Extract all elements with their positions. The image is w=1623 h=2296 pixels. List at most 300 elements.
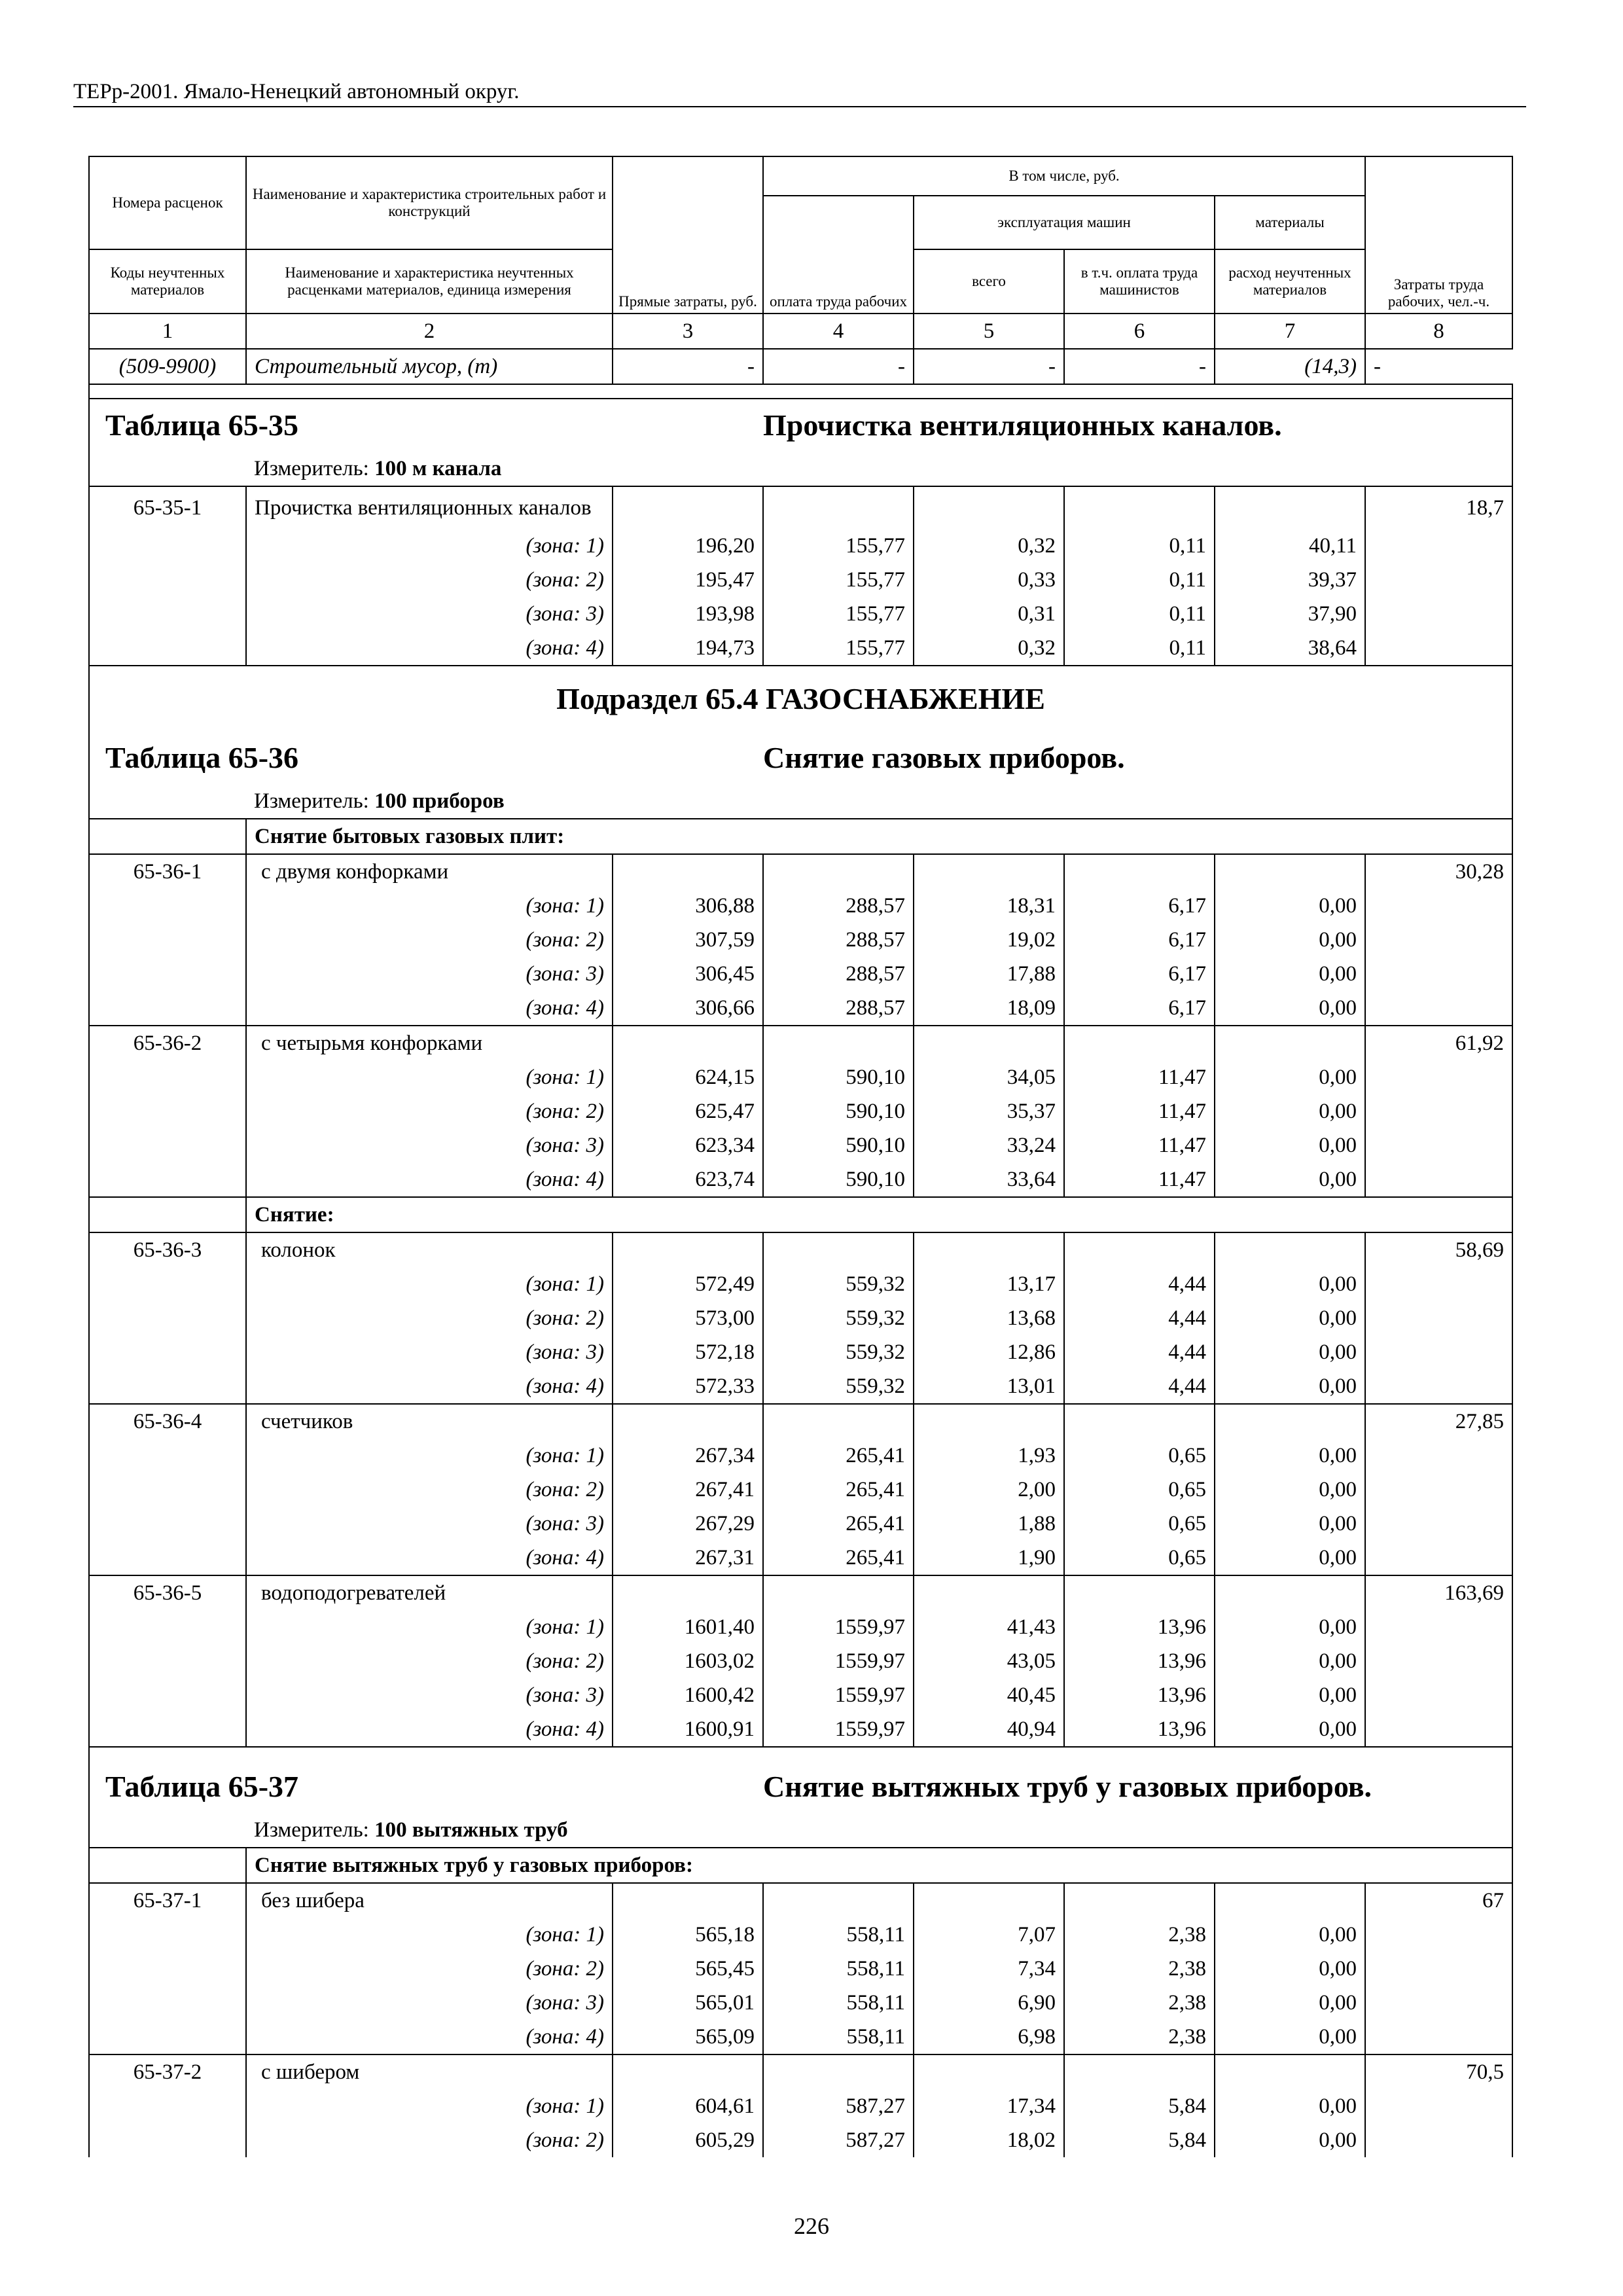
table-title: Снятие газовых приборов.: [763, 732, 1512, 784]
machine-cost: 18,31: [914, 889, 1064, 923]
empty-cell: [613, 1575, 763, 1610]
empty-cell: [89, 1952, 246, 1986]
wage-cost: 155,77: [763, 563, 914, 597]
empty-cell: [1365, 563, 1512, 597]
rate-code: 65-37-1: [89, 1883, 246, 1918]
empty-cell: [613, 1404, 763, 1439]
machinist-wage: 11,47: [1064, 1060, 1215, 1094]
direct-cost: 623,34: [613, 1128, 763, 1162]
zone-label: (зона: 1): [246, 1439, 613, 1473]
empty-cell: [613, 1883, 763, 1918]
head-materials: материалы: [1215, 196, 1365, 249]
machine-cost: 13,01: [914, 1369, 1064, 1404]
machinist-wage: 6,17: [1064, 889, 1215, 923]
empty-cell: [763, 854, 914, 889]
machine-cost: 1,90: [914, 1541, 1064, 1575]
machinist-wage: 13,96: [1064, 1712, 1215, 1747]
labor-cost: 67: [1365, 1883, 1512, 1918]
empty-cell: [1365, 1094, 1512, 1128]
zone-label: (зона: 1): [246, 889, 613, 923]
material-cost: 0,00: [1215, 1610, 1365, 1644]
empty-cell: [914, 1026, 1064, 1060]
wage-cost: 155,77: [763, 597, 914, 631]
machinist-wage: 13,96: [1064, 1644, 1215, 1678]
direct-cost: 572,49: [613, 1267, 763, 1301]
machine-cost: 6,90: [914, 1986, 1064, 2020]
machine-cost: 13,68: [914, 1301, 1064, 1335]
rate-name: с четырьмя конфорками: [246, 1026, 613, 1060]
rate-row: [89, 854, 1512, 889]
wage-cost: 558,11: [763, 1952, 914, 1986]
zone-label: (зона: 3): [246, 1128, 613, 1162]
empty-cell: [89, 1162, 246, 1197]
rate-name: счетчиков: [246, 1404, 613, 1439]
empty-cell: [1365, 2020, 1512, 2054]
empty-cell: [89, 2123, 246, 2157]
empty-cell: [763, 1404, 914, 1439]
direct-cost: 306,45: [613, 957, 763, 991]
empty-cell: [89, 957, 246, 991]
wage-cost: 265,41: [763, 1439, 914, 1473]
empty-cell: [914, 854, 1064, 889]
empty-cell: [1365, 1610, 1512, 1644]
empty-cell: [1365, 889, 1512, 923]
empty-cell: [89, 1128, 246, 1162]
rate-name: без шибера: [246, 1883, 613, 1918]
empty-cell: [1365, 1473, 1512, 1507]
material-cost: 38,64: [1215, 631, 1365, 666]
material-row: [89, 349, 1512, 384]
spacer-cell: [89, 1848, 246, 1883]
empty-cell: [1064, 1232, 1215, 1267]
empty-cell: [1365, 957, 1512, 991]
spacer-cell: [89, 384, 1512, 399]
machine-cost: 0,33: [914, 563, 1064, 597]
zone-row: [89, 1507, 1512, 1541]
empty-cell: [914, 486, 1064, 529]
direct-cost: 1600,91: [613, 1712, 763, 1747]
rate-row: [89, 1232, 1512, 1267]
empty-cell: [1215, 486, 1365, 529]
head-col3: Прямые затраты, руб.: [613, 156, 763, 314]
zone-row: [89, 889, 1512, 923]
zone-row: [89, 1301, 1512, 1335]
labor-cost: 27,85: [1365, 1404, 1512, 1439]
wage-cost: 1559,97: [763, 1678, 914, 1712]
zone-row: [89, 2089, 1512, 2123]
machinist-wage: 0,11: [1064, 563, 1215, 597]
zone-row: [89, 2020, 1512, 2054]
material-c8: -: [1365, 349, 1512, 384]
wage-cost: 288,57: [763, 957, 914, 991]
empty-cell: [89, 1986, 246, 2020]
material-c7: (14,3): [1215, 349, 1365, 384]
empty-cell: [1365, 1439, 1512, 1473]
wage-cost: 288,57: [763, 889, 914, 923]
empty-cell: [1365, 1060, 1512, 1094]
empty-cell: [1365, 1986, 1512, 2020]
empty-cell: [89, 1335, 246, 1369]
direct-cost: 572,33: [613, 1369, 763, 1404]
empty-cell: [1365, 597, 1512, 631]
zone-label: (зона: 4): [246, 991, 613, 1026]
col-number: 8: [1365, 314, 1512, 349]
empty-cell: [1365, 1644, 1512, 1678]
page-number: 226: [794, 2213, 829, 2239]
material-cost: 0,00: [1215, 923, 1365, 957]
empty-cell: [89, 1644, 246, 1678]
empty-cell: [1365, 1541, 1512, 1575]
table-title-row: [89, 399, 1512, 452]
spacer-cell: [89, 784, 246, 819]
meter-prefix: Измеритель:: [254, 1818, 369, 1842]
rate-row: [89, 1404, 1512, 1439]
empty-cell: [1215, 854, 1365, 889]
meter-row: [89, 784, 1512, 819]
zone-label: (зона: 2): [246, 1952, 613, 1986]
wage-cost: 1559,97: [763, 1712, 914, 1747]
wage-cost: 265,41: [763, 1473, 914, 1507]
empty-cell: [89, 1439, 246, 1473]
zone-label: (зона: 3): [246, 1986, 613, 2020]
direct-cost: 195,47: [613, 563, 763, 597]
wage-cost: 265,41: [763, 1541, 914, 1575]
machinist-wage: 11,47: [1064, 1094, 1215, 1128]
empty-cell: [1365, 1267, 1512, 1301]
spacer-cell: [89, 819, 246, 854]
machine-cost: 1,88: [914, 1507, 1064, 1541]
zone-row: [89, 1369, 1512, 1404]
machinist-wage: 4,44: [1064, 1369, 1215, 1404]
machine-cost: 19,02: [914, 923, 1064, 957]
material-cost: 0,00: [1215, 1507, 1365, 1541]
meter-value: 100 приборов: [374, 789, 505, 813]
machine-cost: 34,05: [914, 1060, 1064, 1094]
table-label: Таблица 65-35: [89, 399, 763, 452]
machinist-wage: 13,96: [1064, 1678, 1215, 1712]
empty-cell: [89, 1678, 246, 1712]
direct-cost: 565,18: [613, 1918, 763, 1952]
empty-cell: [1215, 1883, 1365, 1918]
empty-cell: [1064, 854, 1215, 889]
empty-cell: [89, 1369, 246, 1404]
empty-cell: [89, 1918, 246, 1952]
meter: [246, 1813, 1512, 1848]
machine-cost: 33,24: [914, 1128, 1064, 1162]
machine-cost: 18,02: [914, 2123, 1064, 2157]
empty-cell: [89, 631, 246, 666]
rate-name: водоподогревателей: [246, 1575, 613, 1610]
head-col5: всего: [914, 249, 1064, 314]
machinist-wage: 2,38: [1064, 1986, 1215, 2020]
direct-cost: 623,74: [613, 1162, 763, 1197]
machine-cost: 1,93: [914, 1439, 1064, 1473]
labor-cost: 61,92: [1365, 1026, 1512, 1060]
empty-cell: [1365, 529, 1512, 563]
zone-label: (зона: 4): [246, 631, 613, 666]
material-c6: -: [1064, 349, 1215, 384]
zone-label: (зона: 3): [246, 957, 613, 991]
direct-cost: 267,41: [613, 1473, 763, 1507]
empty-cell: [89, 2020, 246, 2054]
wage-cost: 1559,97: [763, 1610, 914, 1644]
machine-cost: 40,94: [914, 1712, 1064, 1747]
zone-row: [89, 991, 1512, 1026]
rate-row: [89, 1026, 1512, 1060]
head-group: В том числе, руб.: [763, 156, 1365, 196]
machinist-wage: 4,44: [1064, 1301, 1215, 1335]
zone-label: (зона: 3): [246, 1678, 613, 1712]
direct-cost: 307,59: [613, 923, 763, 957]
zone-label: (зона: 2): [246, 1094, 613, 1128]
group-row: [89, 819, 1512, 854]
zone-label: (зона: 2): [246, 923, 613, 957]
empty-cell: [89, 1712, 246, 1747]
empty-cell: [613, 1232, 763, 1267]
zone-row: [89, 1162, 1512, 1197]
wage-cost: 155,77: [763, 529, 914, 563]
wage-cost: 587,27: [763, 2089, 914, 2123]
empty-cell: [89, 889, 246, 923]
machinist-wage: 0,11: [1064, 529, 1215, 563]
zone-row: [89, 1610, 1512, 1644]
empty-cell: [763, 1232, 914, 1267]
empty-cell: [914, 1883, 1064, 1918]
machinist-wage: 4,44: [1064, 1335, 1215, 1369]
material-c5: -: [914, 349, 1064, 384]
machine-cost: 7,07: [914, 1918, 1064, 1952]
material-c4: -: [763, 349, 914, 384]
wage-cost: 155,77: [763, 631, 914, 666]
head-col7: расход неучтенных материалов: [1215, 249, 1365, 314]
zone-label: (зона: 2): [246, 1644, 613, 1678]
zone-label: (зона: 2): [246, 1301, 613, 1335]
group-heading: Снятие вытяжных труб у газовых приборов:: [246, 1848, 1512, 1883]
labor-cost: 18,7: [1365, 486, 1512, 529]
empty-cell: [1064, 2054, 1215, 2089]
direct-cost: 267,34: [613, 1439, 763, 1473]
meter-value: 100 м канала: [374, 457, 502, 480]
material-cost: 0,00: [1215, 1128, 1365, 1162]
zone-label: (зона: 1): [246, 1060, 613, 1094]
material-cost: 0,00: [1215, 2123, 1365, 2157]
zone-label: (зона: 1): [246, 2089, 613, 2123]
machinist-wage: 5,84: [1064, 2123, 1215, 2157]
material-cost: 0,00: [1215, 1335, 1365, 1369]
meter-prefix: Измеритель:: [254, 789, 369, 813]
empty-cell: [763, 1883, 914, 1918]
empty-cell: [89, 2089, 246, 2123]
group-heading: Снятие:: [246, 1197, 1512, 1232]
wage-cost: 587,27: [763, 2123, 914, 2157]
meter-prefix: Измеритель:: [254, 457, 369, 480]
empty-cell: [763, 1026, 914, 1060]
labor-cost: 163,69: [1365, 1575, 1512, 1610]
wage-cost: 1559,97: [763, 1644, 914, 1678]
machinist-wage: 11,47: [1064, 1128, 1215, 1162]
empty-cell: [1365, 1712, 1512, 1747]
rate-name: колонок: [246, 1232, 613, 1267]
empty-cell: [914, 1404, 1064, 1439]
wage-cost: 559,32: [763, 1301, 914, 1335]
material-cost: 0,00: [1215, 1439, 1365, 1473]
zone-label: (зона: 3): [246, 1507, 613, 1541]
table-label: Таблица 65-36: [89, 732, 763, 784]
machine-cost: 0,31: [914, 597, 1064, 631]
material-cost: 0,00: [1215, 1267, 1365, 1301]
zone-label: (зона: 1): [246, 529, 613, 563]
head-col1-top: Номера расценок: [89, 156, 246, 249]
wage-cost: 590,10: [763, 1162, 914, 1197]
meter-row: [89, 1813, 1512, 1848]
machine-cost: 0,32: [914, 529, 1064, 563]
material-name: Строительный мусор, (т): [246, 349, 613, 384]
empty-cell: [89, 1301, 246, 1335]
machinist-wage: 0,65: [1064, 1473, 1215, 1507]
machine-cost: 2,00: [914, 1473, 1064, 1507]
direct-cost: 267,31: [613, 1541, 763, 1575]
wage-cost: 288,57: [763, 923, 914, 957]
empty-cell: [914, 1232, 1064, 1267]
rate-name: с двумя конфорками: [246, 854, 613, 889]
empty-cell: [89, 923, 246, 957]
wage-cost: 590,10: [763, 1094, 914, 1128]
empty-cell: [1064, 1883, 1215, 1918]
machine-cost: 43,05: [914, 1644, 1064, 1678]
meter-value: 100 вытяжных труб: [374, 1818, 568, 1842]
zone-row: [89, 923, 1512, 957]
material-cost: 0,00: [1215, 1162, 1365, 1197]
empty-cell: [89, 1473, 246, 1507]
wage-cost: 559,32: [763, 1335, 914, 1369]
zone-row: [89, 1952, 1512, 1986]
group-heading: Снятие бытовых газовых плит:: [246, 819, 1512, 854]
group-row: [89, 1197, 1512, 1232]
empty-cell: [89, 991, 246, 1026]
material-cost: 0,00: [1215, 1301, 1365, 1335]
wage-cost: 590,10: [763, 1060, 914, 1094]
machine-cost: 6,98: [914, 2020, 1064, 2054]
empty-cell: [1365, 1335, 1512, 1369]
zone-label: (зона: 3): [246, 1335, 613, 1369]
empty-cell: [1064, 1575, 1215, 1610]
meter: [246, 452, 1512, 486]
empty-cell: [1365, 1507, 1512, 1541]
direct-cost: 196,20: [613, 529, 763, 563]
rate-code: 65-36-4: [89, 1404, 246, 1439]
empty-cell: [89, 1541, 246, 1575]
empty-cell: [89, 1094, 246, 1128]
zone-label: (зона: 2): [246, 2123, 613, 2157]
empty-cell: [1365, 631, 1512, 666]
empty-cell: [1215, 1404, 1365, 1439]
machinist-wage: 0,65: [1064, 1541, 1215, 1575]
zone-row: [89, 957, 1512, 991]
rate-code: 65-35-1: [89, 486, 246, 529]
material-cost: 37,90: [1215, 597, 1365, 631]
empty-cell: [1215, 1575, 1365, 1610]
machinist-wage: 6,17: [1064, 957, 1215, 991]
zone-row: [89, 1644, 1512, 1678]
table-title: Прочистка вентиляционных каналов.: [763, 399, 1512, 452]
zone-row: [89, 529, 1512, 563]
col-number: 4: [763, 314, 914, 349]
material-cost: 0,00: [1215, 1952, 1365, 1986]
machinist-wage: 6,17: [1064, 991, 1215, 1026]
rate-name: с шибером: [246, 2054, 613, 2089]
direct-cost: 605,29: [613, 2123, 763, 2157]
empty-cell: [1365, 1918, 1512, 1952]
zone-label: (зона: 4): [246, 1541, 613, 1575]
zone-label: (зона: 4): [246, 1369, 613, 1404]
empty-cell: [1365, 1369, 1512, 1404]
empty-cell: [763, 486, 914, 529]
direct-cost: 306,88: [613, 889, 763, 923]
material-cost: 0,00: [1215, 1644, 1365, 1678]
spacer-row: [89, 1747, 1512, 1761]
table-label: Таблица 65-37: [89, 1761, 763, 1813]
machinist-wage: 0,11: [1064, 631, 1215, 666]
empty-cell: [1215, 2054, 1365, 2089]
direct-cost: 1601,40: [613, 1610, 763, 1644]
spacer-row: [89, 384, 1512, 399]
empty-cell: [89, 1060, 246, 1094]
rate-code: 65-36-1: [89, 854, 246, 889]
rate-code: 65-36-2: [89, 1026, 246, 1060]
empty-cell: [89, 597, 246, 631]
direct-cost: 193,98: [613, 597, 763, 631]
direct-cost: 267,29: [613, 1507, 763, 1541]
direct-cost: 565,45: [613, 1952, 763, 1986]
head-col6: в т.ч. оплата труда машинистов: [1064, 249, 1215, 314]
direct-cost: 194,73: [613, 631, 763, 666]
machine-cost: 35,37: [914, 1094, 1064, 1128]
machinist-wage: 4,44: [1064, 1267, 1215, 1301]
col-number: 6: [1064, 314, 1215, 349]
zone-row: [89, 563, 1512, 597]
wage-cost: 265,41: [763, 1507, 914, 1541]
direct-cost: 604,61: [613, 2089, 763, 2123]
col-number: 7: [1215, 314, 1365, 349]
rate-code: 65-36-5: [89, 1575, 246, 1610]
material-cost: 0,00: [1215, 1986, 1365, 2020]
empty-cell: [1064, 486, 1215, 529]
wage-cost: 590,10: [763, 1128, 914, 1162]
empty-cell: [89, 1610, 246, 1644]
direct-cost: 573,00: [613, 1301, 763, 1335]
empty-cell: [1365, 1128, 1512, 1162]
material-c3: -: [613, 349, 763, 384]
empty-cell: [613, 486, 763, 529]
zone-row: [89, 1918, 1512, 1952]
spacer-cell: [89, 1747, 1512, 1761]
material-cost: 0,00: [1215, 2020, 1365, 2054]
zone-row: [89, 1094, 1512, 1128]
material-cost: 0,00: [1215, 957, 1365, 991]
col-number: 2: [246, 314, 613, 349]
direct-cost: 624,15: [613, 1060, 763, 1094]
machinist-wage: 2,38: [1064, 2020, 1215, 2054]
empty-cell: [89, 1507, 246, 1541]
spacer-cell: [89, 1813, 246, 1848]
zone-row: [89, 1986, 1512, 2020]
empty-cell: [1365, 2089, 1512, 2123]
zone-row: [89, 1473, 1512, 1507]
spacer-cell: [89, 1197, 246, 1232]
col-number: 5: [914, 314, 1064, 349]
empty-cell: [1365, 1952, 1512, 1986]
zone-row: [89, 1128, 1512, 1162]
